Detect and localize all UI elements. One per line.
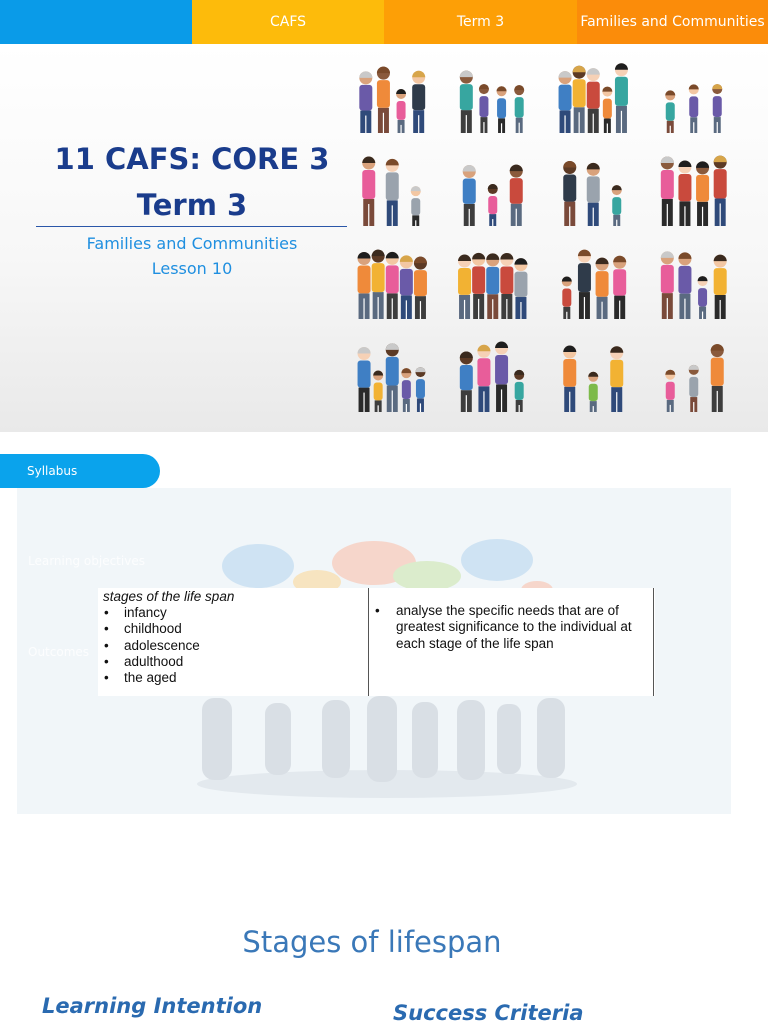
- family-group: [665, 344, 724, 412]
- family-group: [460, 342, 524, 412]
- list-item: • adulthood: [103, 654, 368, 670]
- list-item: • childhood: [103, 621, 368, 637]
- nav-tab-cafs[interactable]: [192, 0, 384, 44]
- subtitle-lesson: Lesson 10: [151, 259, 233, 278]
- families-illustration: [343, 44, 745, 416]
- title-divider: [36, 226, 347, 227]
- learning-intention-heading: Learning Intention: [42, 994, 263, 1018]
- page-title-line-2: Term 3: [136, 188, 248, 222]
- life-span-stage-list: [103, 605, 368, 686]
- nav-home-segment[interactable]: [0, 0, 192, 44]
- family-group: [359, 67, 425, 133]
- list-item: • adolescence: [103, 638, 368, 654]
- success-criteria-heading: Success Criteria: [393, 1001, 584, 1024]
- nav-tab-families[interactable]: [577, 0, 768, 44]
- family-group: [362, 157, 421, 226]
- syllabus-outcome-column: [369, 588, 654, 696]
- list-item: • infancy: [103, 605, 368, 621]
- family-group: [661, 156, 727, 226]
- syllabus-tab-label: Syllabus: [27, 464, 78, 478]
- learning-objectives-ghost-label: Learning objectives: [28, 554, 145, 568]
- subtitle-topic: Families and Communities: [86, 234, 298, 253]
- family-group: [358, 250, 427, 319]
- page-title: [36, 136, 348, 228]
- family-group: [463, 165, 523, 226]
- content-heading: stages of the life span: [103, 589, 235, 604]
- family-group: [563, 161, 622, 226]
- family-group: [661, 251, 727, 319]
- syllabus-content-column: [98, 588, 369, 696]
- page-title-line-1: 11 CAFS: CORE 3: [54, 142, 330, 176]
- family-group: [562, 250, 626, 319]
- family-group: [563, 346, 623, 412]
- family-group: [458, 253, 527, 319]
- needs-analysis-item: • analyse the specific needs that are of greatest significance to the individual at each stage of the life span: [375, 603, 653, 652]
- top-nav-bar: [0, 0, 768, 44]
- family-group: [559, 63, 628, 133]
- family-group: [358, 343, 426, 412]
- list-item: • the aged: [103, 670, 368, 686]
- nav-tab-cafs-label: CAFS: [269, 14, 307, 30]
- outcomes-ghost-label: Outcomes: [28, 645, 90, 659]
- nav-tab-term[interactable]: [384, 0, 577, 44]
- family-group: [460, 71, 524, 133]
- page-subtitle: [36, 231, 348, 281]
- syllabus-content-table: [98, 588, 655, 696]
- nav-tab-term-label: Term 3: [456, 14, 505, 30]
- section-heading: Stages of lifespan: [242, 925, 502, 959]
- nav-tab-families-label: Families and Communities: [580, 14, 765, 30]
- family-group: [665, 84, 722, 133]
- syllabus-tab[interactable]: [0, 454, 160, 488]
